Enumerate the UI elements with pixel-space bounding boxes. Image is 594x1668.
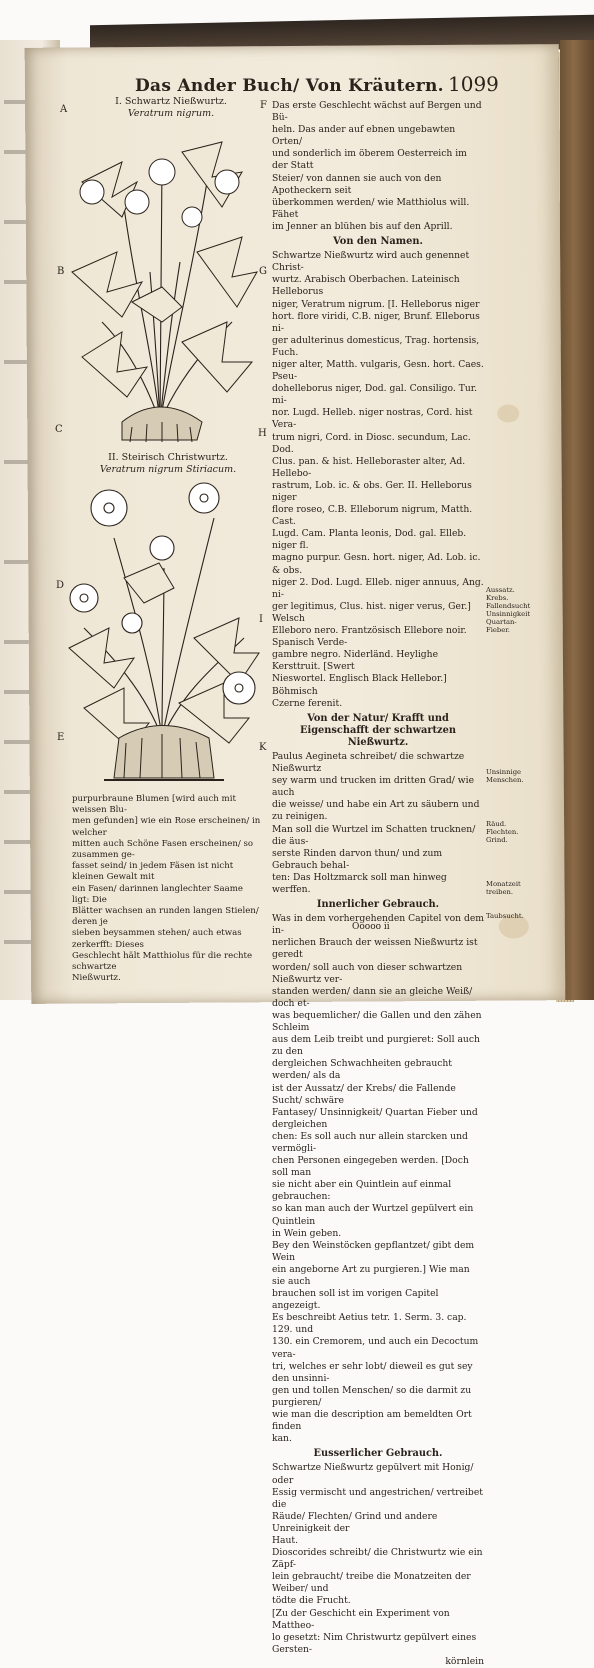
text-line: niger, Veratrum nigrum. [I. Helleborus niger: [272, 298, 480, 310]
margin-letter-c: C: [55, 424, 63, 435]
text-line: Geschlecht hält Matthiolus für die rechte schwartze: [72, 950, 253, 973]
figure-description-text: [72, 794, 262, 984]
figure-1-caption-title: I. Schwartz Nießwurtz.: [115, 96, 227, 107]
text-line: wie man die description am bemeldten Ort finden: [272, 1409, 472, 1433]
side-note-madmen: Unsinnige Menschen.: [486, 768, 524, 784]
text-line: dohelleborus niger, Dod. gal. Consiligo. Tur. mi-: [272, 383, 478, 407]
section-heading-names: Von den Namen.: [333, 236, 423, 248]
text-line: ein angeborne Art zu purgieren.] Wie man sie auch: [272, 1263, 470, 1287]
text-line: gambre negro. Niderländ. Heylighe Kersttruit. [Swert: [272, 649, 439, 673]
text-line: die weisse/ und habe ein Art zu säubern und zu reinigen.: [272, 799, 480, 823]
text-line: Elleboro nero. Frantzösisch Ellebore noir. Spanisch Verde-: [272, 625, 467, 649]
intro-text: [272, 100, 484, 1668]
figure-2-plant-illustration: [64, 478, 260, 790]
text-line: rastrum, Lob. ic. & obs. Ger. II. Helleborus niger: [272, 479, 472, 503]
figure-2-caption: [84, 452, 252, 476]
text-line: chen Personen eingegeben werden. [Doch soll man: [272, 1155, 469, 1179]
text-line: Czerne ferenit.: [272, 697, 343, 709]
side-note-deafness: Taubsucht.: [486, 912, 524, 920]
text-line: sieben beysammen stehen/ auch etwas zerkerfft: Dieses: [72, 928, 242, 950]
figure-1-caption: [96, 96, 246, 120]
text-line: Bey den Weinstöcken gepflantzet/ gibt dem Wein: [272, 1239, 475, 1263]
text-line: sie nicht aber ein Quintlein auf einmal gebrauchen:: [272, 1179, 452, 1203]
text-line: so kan man auch der Wurtzel gepülvert ein Quintlein: [272, 1203, 474, 1227]
text-line: nerlichen Brauch der weissen Nießwurtz ist geredt: [272, 937, 478, 961]
text-line: aus dem Leib treibt und purgieret: Soll auch zu den: [272, 1034, 480, 1058]
text-line: chen: Es soll auch nur allein starcken und vermögli-: [272, 1130, 468, 1154]
side-note-skin: Räud. Flechten. Grind.: [486, 820, 519, 844]
text-line: Man soll die Wurtzel im Schatten trucknen/ die äus-: [272, 823, 476, 847]
text-line: nor. Lugd. Helleb. niger nostras, Cord. hist Vera-: [272, 407, 473, 431]
text-line: wurtz. Arabisch Oberbachen. Lateinisch Helleborus: [272, 274, 460, 298]
text-line: Dioscorides schreibt/ die Christwurtz wie ein Zäpf-: [272, 1547, 483, 1571]
figure-2-caption-latin: Veratrum nigrum Stiriacum.: [99, 464, 237, 475]
text-line: Fantasey/ Unsinnigkeit/ Quartan Fieber und dergleichen: [272, 1106, 478, 1130]
text-line: dergleichen Schwachheiten gebraucht werden/ als da: [272, 1058, 453, 1082]
text-line: Das erste Geschlecht wächst auf Bergen und Bü-: [272, 100, 482, 124]
text-line: Paulus Aegineta schreibet/ die schwartze Nießwurtz: [272, 750, 465, 775]
text-line: tri, welches er sehr lobt/ dieweil es gut sey den unsinni-: [272, 1360, 473, 1384]
signature-mark: Ooooo ii: [352, 922, 390, 932]
text-line: mitten auch Schöne Fasen erscheinen/ so zusammen ge-: [72, 838, 254, 861]
text-line: sey warm und trucken im dritten Grad/ wie auch: [272, 775, 475, 799]
text-line: im Jenner an blühen bis auf den Aprill.: [272, 220, 453, 232]
figure-1-caption-latin: Veratrum nigrum.: [127, 108, 215, 119]
margin-letter-f: F: [260, 100, 267, 111]
text-line: Clus. pan. & hist. Helleboraster alter, Ad. Hellebo-: [272, 455, 466, 479]
text-line: körnlein: [445, 1655, 484, 1667]
side-note-diseases: Aussatz. Krebs. Fallendsucht Unsinnigkeit Quartan-Fieber.: [486, 586, 531, 634]
text-line: Steier/ von dannen sie auch von den Apotheckern seit: [272, 172, 442, 196]
text-line: [Zu der Geschicht ein Experiment von Mattheo-: [272, 1607, 450, 1631]
text-line: Haut.: [272, 1534, 299, 1546]
margin-letter-b: B: [57, 266, 65, 277]
text-line: standen werden/ dann sie an gleiche Weiß/ doch et-: [272, 985, 473, 1009]
text-line: Was in dem vorhergehenden Capitel von dem in-: [272, 913, 484, 937]
text-line: ten: Das Holtzmarck soll man hinweg werffen.: [272, 871, 447, 895]
margin-letter-k: K: [259, 742, 267, 753]
margin-letter-e: E: [57, 732, 65, 743]
side-note-menses: Monatzeit treiben.: [486, 880, 521, 896]
section-heading-external: Eusserlicher Gebrauch.: [313, 1448, 443, 1460]
text-line: in Wein geben.: [272, 1227, 342, 1239]
text-line: ein Fasen/ darinnen langlechter Saame ligt: Die: [72, 883, 244, 905]
margin-letter-a: A: [60, 104, 68, 115]
text-line: Schwartze Nießwurtz gepülvert mit Honig/ oder: [272, 1462, 474, 1486]
section-heading-internal: Innerlicher Gebrauch.: [316, 899, 440, 911]
page-header-title: Das Ander Buch/ Von Kräutern.: [135, 76, 444, 96]
text-line: men gefunden] wie ein Rose erscheinen/ in welcher: [72, 816, 261, 838]
text-line: ger adulterinus domesticus, Trag. hortensis, Fuch.: [272, 334, 480, 358]
book-spine: [560, 40, 594, 1000]
margin-letter-i: I: [259, 614, 263, 625]
text-line: Schwartze Nießwurtz wird auch genennet Christ-: [272, 250, 470, 274]
text-line: Blätter wachsen an runden langen Stielen/ deren je: [72, 906, 259, 928]
figure-1-plant-illustration: [62, 122, 258, 444]
text-line: 130. ein Cremorem, und auch ein Decoctum vera-: [272, 1336, 479, 1360]
text-line: gen und tollen Menschen/ so die darmit zu purgieren/: [272, 1384, 472, 1408]
text-line: Essig vermischt und angestrichen/ vertreibet die: [272, 1486, 483, 1510]
text-line: trum nigri, Cord. in Diosc. secundum, Lac. Dod.: [272, 431, 471, 455]
section-heading-nature: Von der Natur/ Krafft und Eigenschafft der schwartzen Nießwurtz.: [300, 712, 456, 748]
text-line: Nieswortel. Englisch Black Hellebor.] Böhmisch: [272, 673, 447, 697]
text-line: fasset seind/ in jedem Fäsen ist nicht kleinen Gewalt mit: [72, 861, 234, 883]
text-line: magno purpur. Gesn. hort. niger, Ad. Lob. ic. & obs.: [272, 552, 481, 576]
text-line: niger alter, Matth. vulgaris, Gesn. hort. Caes. Pseu-: [272, 358, 484, 383]
text-line: lo gesetzt: Nim Christwurtz gepülvert eines Gersten-: [272, 1631, 477, 1655]
text-line: heln. Das ander auf ebnen ungebawten Orten/: [272, 124, 456, 148]
margin-letter-g: G: [259, 266, 267, 277]
text-line: brauchen soll ist im vorigen Capitel angezeigt.: [272, 1288, 439, 1312]
page-number: 1099: [448, 72, 499, 96]
margin-letter-h: H: [258, 428, 267, 439]
text-line: purpurbraune Blumen [wird auch mit weissen Blu-: [72, 794, 236, 816]
text-line: tödte die Frucht.: [272, 1595, 351, 1607]
text-line: ger legitimus, Clus. hist. niger verus, Ger.] Welsch: [272, 600, 471, 624]
text-line: Lugd. Cam. Planta leonis, Dod. gal. Elleb. niger fl.: [272, 528, 467, 552]
text-line: was bequemlicher/ die Gallen und den zähen Schleim: [272, 1009, 482, 1034]
text-line: Räude/ Flechten/ Grind und andere Unreinigkeit der: [272, 1510, 438, 1534]
text-line: Es beschreibt Aetius tetr. 1. Serm. 3. cap. 129. und: [272, 1312, 467, 1336]
text-line: überkommen werden/ wie Matthiolus will. Fähet: [272, 196, 470, 220]
text-line: Nießwurtz.: [72, 973, 121, 984]
margin-letter-d: D: [56, 580, 65, 591]
text-line: ist der Aussatz/ der Krebs/ die Fallende Sucht/ schwäre: [272, 1082, 456, 1106]
text-line: hort. flore viridi, C.B. niger, Brunf. Elleborus ni-: [272, 310, 480, 334]
text-line: flore roseo, C.B. Elleborum nigrum, Matth. Cast.: [272, 504, 473, 528]
text-line: und sonderlich im öberem Oesterreich im der Statt: [272, 148, 467, 172]
text-line: worden/ soll auch von dieser schwartzen Nießwurtz ver-: [272, 961, 463, 985]
text-line: serste Rinden darvon thun/ und zum Gebrauch behal-: [272, 847, 443, 871]
text-line: niger 2. Dod. Lugd. Elleb. niger annuus, Ang. ni-: [272, 576, 484, 600]
text-line: lein gebraucht/ treibe die Monatzeiten der Weiber/ und: [272, 1571, 471, 1595]
text-line: kan.: [272, 1433, 292, 1445]
figure-2-caption-title: II. Steirisch Christwurtz.: [108, 452, 228, 463]
